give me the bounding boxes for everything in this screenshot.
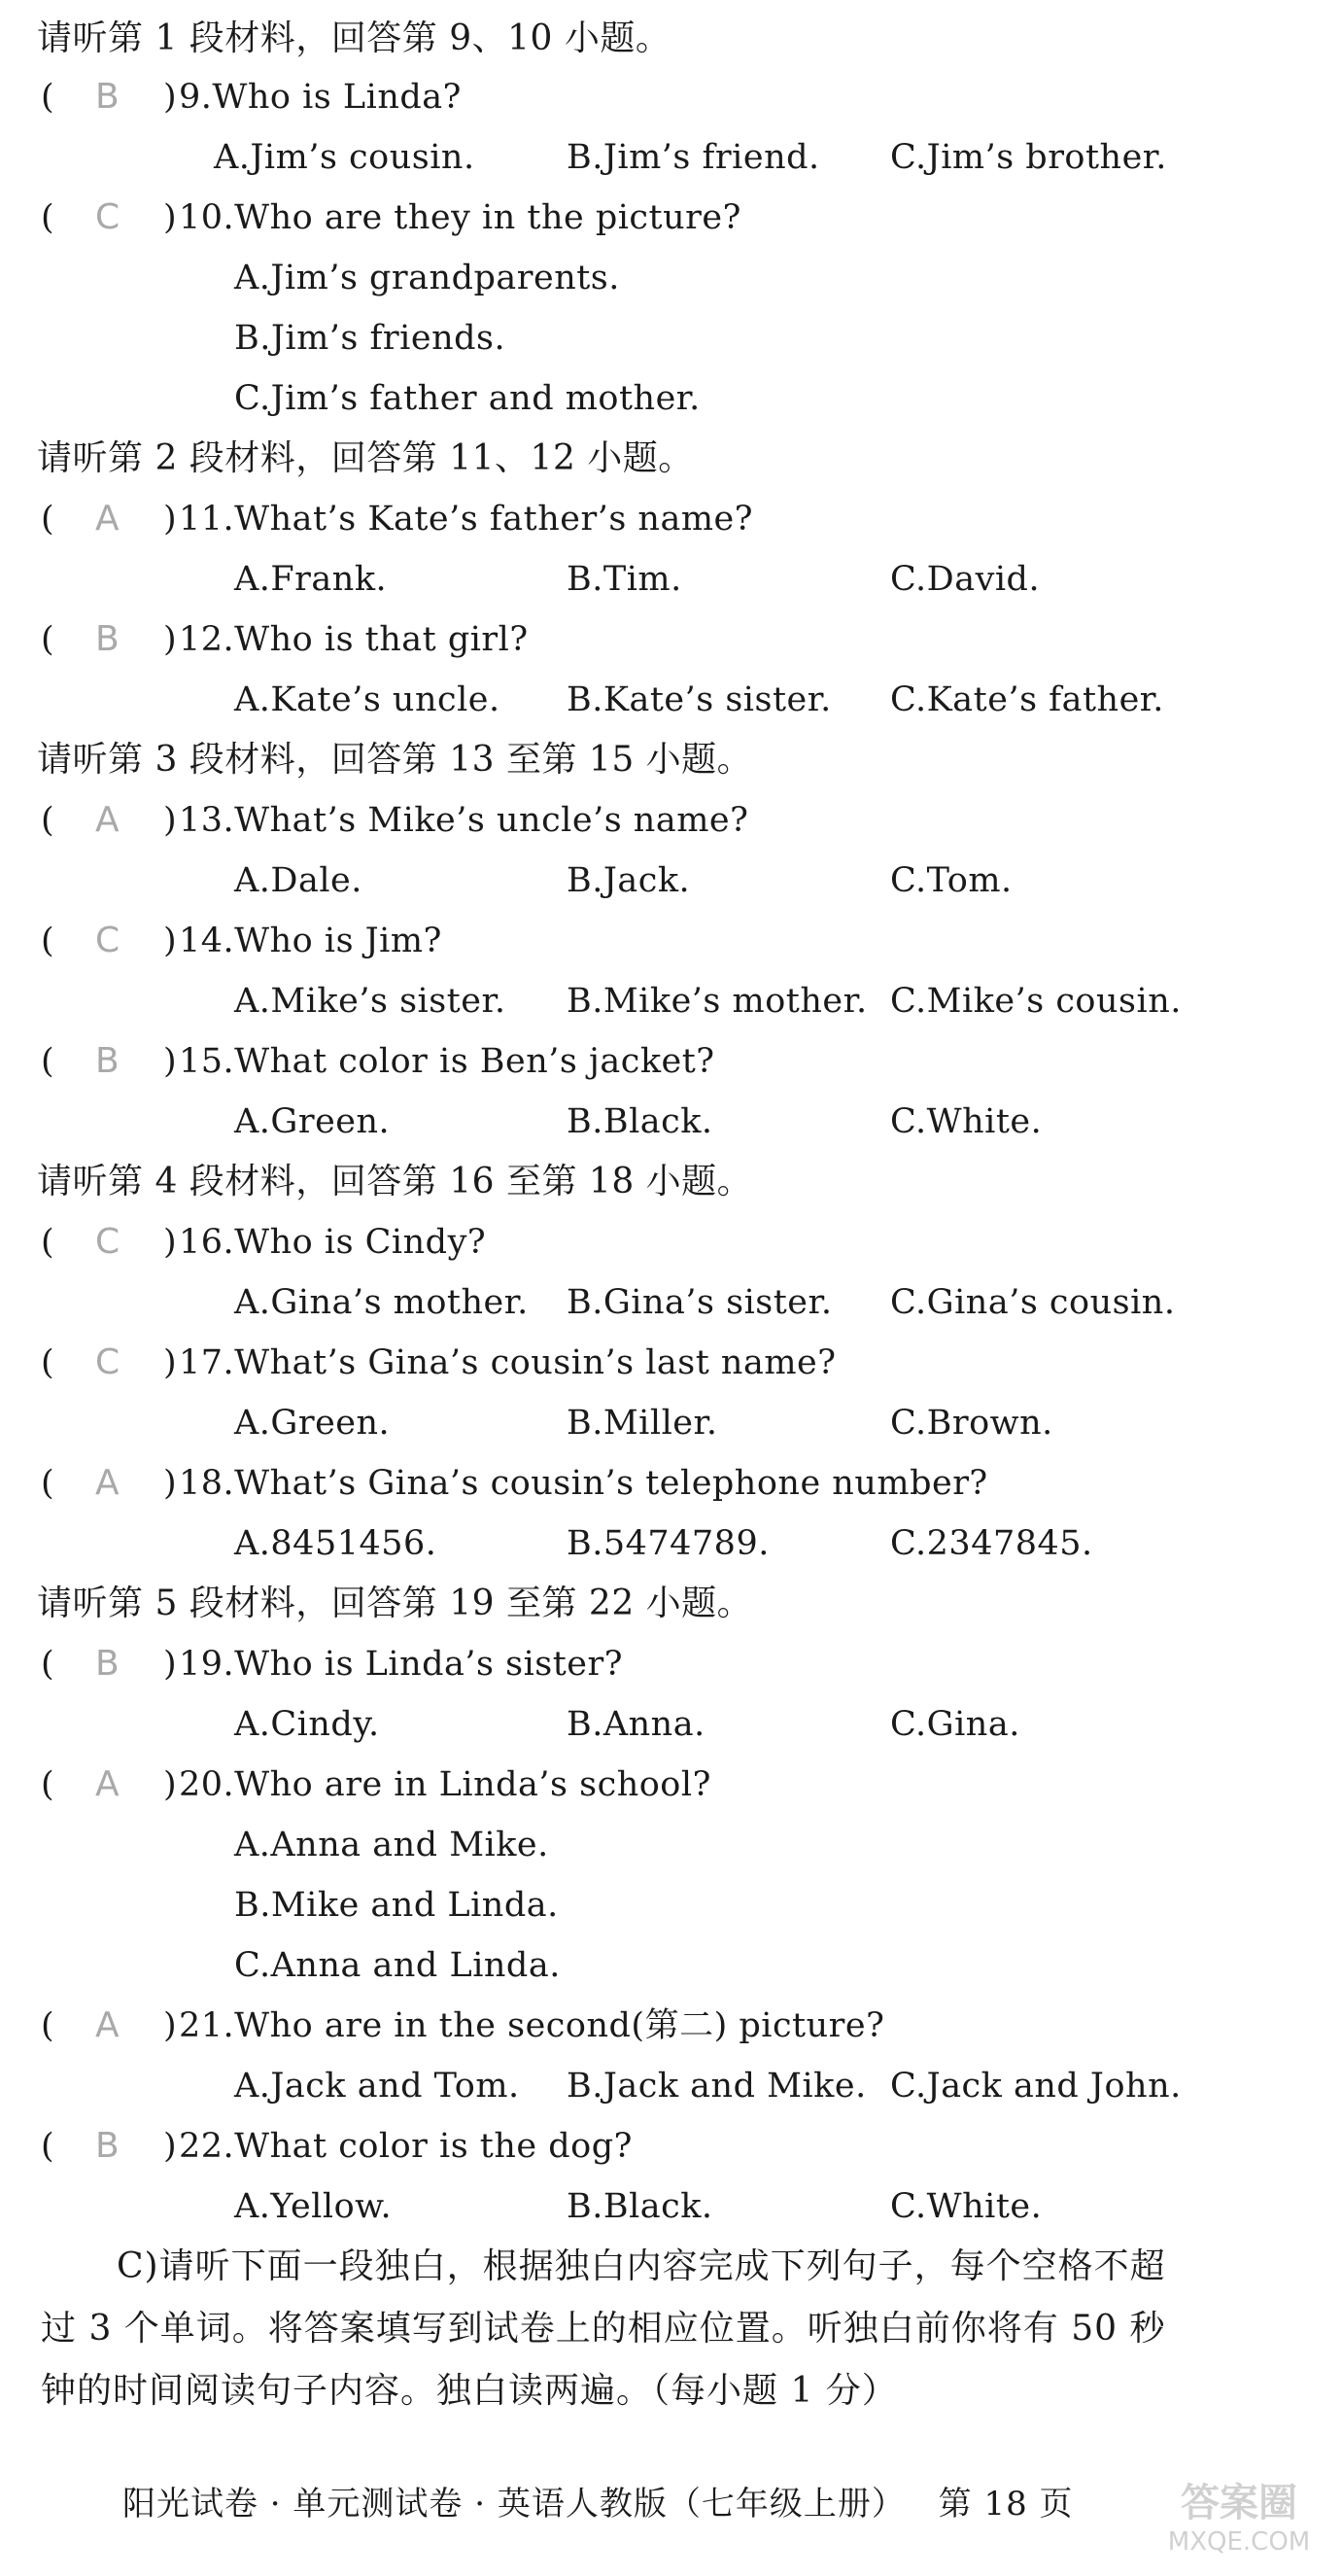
question-21: ( A ) 21.Who are in the second(第二) picture?: [0, 1997, 1342, 2055]
question-text: 15.What color is Ben’s jacket?: [179, 1042, 715, 1081]
section-4-heading: 请听第 4 段材料，回答第 16 至第 18 小题。: [37, 1162, 753, 1201]
section-2-heading: 请听第 2 段材料，回答第 11、12 小题。: [37, 438, 694, 478]
question-19: ( B ) 19.Who is Linda’s sister?: [0, 1635, 1342, 1693]
option-b: B.Jack and Mike.: [567, 2067, 867, 2106]
footer-title: 阳光试卷 · 单元测试卷 · 英语人教版（七年级上册）: [122, 2485, 906, 2524]
question-9: ( B ) 9.Who is Linda?: [0, 68, 1342, 126]
options-18: [0, 1514, 1342, 1573]
answer-mark: A: [95, 499, 120, 539]
options-22: [0, 2177, 1342, 2236]
options-13: [0, 852, 1342, 910]
answer-mark: B: [95, 1644, 120, 1684]
question-text: 9.Who is Linda?: [179, 78, 462, 117]
question-text: 19.Who is Linda’s sister?: [179, 1645, 624, 1684]
option-b: B.Anna.: [567, 1705, 705, 1744]
options-12: [0, 671, 1342, 729]
answer-mark: B: [95, 77, 120, 117]
answer-mark: C: [95, 1222, 120, 1262]
option-a: A.8451456.: [234, 1524, 437, 1563]
option-b: B.Mike’s mother.: [567, 982, 868, 1021]
question-text: 16.Who is Cindy?: [179, 1223, 487, 1262]
answer-mark: B: [95, 1041, 120, 1081]
option-b: B.Black.: [567, 2187, 713, 2226]
options-17: [0, 1394, 1342, 1452]
option-a: A.Green.: [234, 1102, 391, 1141]
question-text: 17.What’s Gina’s cousin’s last name?: [179, 1343, 837, 1382]
question-15: ( B ) 15.What color is Ben’s jacket?: [0, 1032, 1342, 1091]
question-text: 10.Who are they in the picture?: [179, 198, 741, 237]
watermark-url: MXQE.COM: [1167, 2527, 1311, 2557]
options-11: [0, 550, 1342, 609]
answer-mark: A: [95, 800, 120, 840]
option-b: B.Miller.: [567, 1404, 718, 1443]
question-18: ( A ) 18.What’s Gina’s cousin’s telephone number?: [0, 1454, 1342, 1513]
option-c: C.Gina’s cousin.: [890, 1283, 1176, 1322]
option-a: A.Kate’s uncle.: [234, 680, 500, 719]
question-text: 12.Who is that girl?: [179, 620, 529, 659]
section-1-heading: 请听第 1 段材料，回答第 9、10 小题。: [37, 18, 671, 58]
option-b: B.Black.: [567, 1102, 713, 1141]
option-b: B.5474789.: [567, 1524, 770, 1563]
option-a: A.Cindy.: [234, 1705, 380, 1744]
option-a: A.Yellow.: [234, 2187, 393, 2226]
part-c-instructions-line-3: 钟的时间阅读句子内容。独白读两遍。（每小题 1 分）: [41, 2371, 898, 2411]
answer-mark: A: [95, 1463, 120, 1503]
options-15: [0, 1093, 1342, 1151]
option-a-10: A.Jim’s grandparents.: [234, 259, 620, 297]
options-14: [0, 972, 1342, 1030]
option-c: C.Mike’s cousin.: [890, 982, 1182, 1021]
answer-mark: B: [95, 619, 120, 659]
question-text: 22.What color is the dog?: [179, 2127, 633, 2166]
option-b: B.Gina’s sister.: [567, 1283, 833, 1322]
section-5-heading: 请听第 5 段材料，回答第 19 至第 22 小题。: [37, 1584, 753, 1623]
question-text: 20.Who are in Linda’s school?: [179, 1765, 711, 1804]
question-20: ( A ) 20.Who are in Linda’s school?: [0, 1756, 1342, 1814]
question-text: 18.What’s Gina’s cousin’s telephone number?: [179, 1464, 988, 1503]
option-c-10: C.Jim’s father and mother.: [234, 379, 701, 418]
option-c: C.White.: [890, 2187, 1043, 2226]
section-3-heading: 请听第 3 段材料，回答第 13 至第 15 小题。: [37, 740, 753, 780]
option-a: A.Mike’s sister.: [234, 982, 506, 1021]
watermark: [1142, 2481, 1336, 2571]
option-b: B.Jack.: [567, 861, 691, 900]
part-c-instructions-line-2: 过 3 个单词。将答案填写到试卷上的相应位置。听独白前你将有 50 秒: [41, 2309, 1166, 2349]
options-9: [0, 128, 1342, 187]
question-text: 21.Who are in the second(第二) picture?: [179, 2006, 885, 2045]
question-13: ( A ) 13.What’s Mike’s uncle’s name?: [0, 791, 1342, 850]
option-b-20: B.Mike and Linda.: [234, 1886, 559, 1925]
option-c: C.Gina.: [890, 1705, 1020, 1744]
question-10: ( C ) 10.Who are they in the picture?: [0, 189, 1342, 247]
option-a: A.Jim’s cousin.: [214, 138, 475, 177]
option-c: C.Brown.: [890, 1404, 1053, 1443]
options-16: [0, 1273, 1342, 1332]
option-a: A.Jack and Tom.: [234, 2067, 520, 2106]
option-a: A.Dale.: [234, 861, 362, 900]
question-14: ( C ) 14.Who is Jim?: [0, 912, 1342, 970]
option-a: A.Gina’s mother.: [234, 1283, 529, 1322]
option-b: B.Tim.: [567, 560, 682, 599]
watermark-badge: 答案圈: [1181, 2481, 1297, 2525]
answer-mark: A: [95, 2005, 120, 2045]
question-11: ( A ) 11.What’s Kate’s father’s name?: [0, 490, 1342, 548]
answer-mark: C: [95, 197, 120, 237]
answer-mark: A: [95, 1764, 120, 1804]
option-b: B.Jim’s friend.: [567, 138, 820, 177]
option-c: C.Jim’s brother.: [890, 138, 1167, 177]
option-c: C.Jack and John.: [890, 2067, 1182, 2106]
options-19: [0, 1695, 1342, 1754]
question-16: ( C ) 16.Who is Cindy?: [0, 1213, 1342, 1271]
option-a: A.Frank.: [234, 560, 388, 599]
option-a-20: A.Anna and Mike.: [234, 1826, 549, 1864]
question-text: 14.Who is Jim?: [179, 922, 442, 960]
question-17: ( C ) 17.What’s Gina’s cousin’s last name?: [0, 1334, 1342, 1392]
part-c-instructions-line-1: C)请听下面一段独白，根据独白内容完成下列句子，每个空格不超: [117, 2246, 1166, 2286]
answer-mark: C: [95, 921, 120, 960]
options-21: [0, 2057, 1342, 2115]
option-c: C.Kate’s father.: [890, 680, 1164, 719]
option-c: C.Tom.: [890, 861, 1013, 900]
option-c: C.White.: [890, 1102, 1043, 1141]
question-text: 13.What’s Mike’s uncle’s name?: [179, 801, 749, 840]
option-b-10: B.Jim’s friends.: [234, 319, 506, 358]
question-12: ( B ) 12.Who is that girl?: [0, 610, 1342, 669]
page-number: 第 18 页: [938, 2485, 1074, 2524]
option-a: A.Green.: [234, 1404, 391, 1443]
answer-mark: B: [95, 2126, 120, 2166]
question-22: ( B ) 22.What color is the dog?: [0, 2117, 1342, 2176]
answer-mark: C: [95, 1342, 120, 1382]
option-c: C.David.: [890, 560, 1041, 599]
option-c-20: C.Anna and Linda.: [234, 1946, 561, 1985]
page-footer: [0, 2475, 1342, 2533]
question-text: 11.What’s Kate’s father’s name?: [179, 500, 753, 539]
option-c: C.2347845.: [890, 1524, 1093, 1563]
option-b: B.Kate’s sister.: [567, 680, 832, 719]
